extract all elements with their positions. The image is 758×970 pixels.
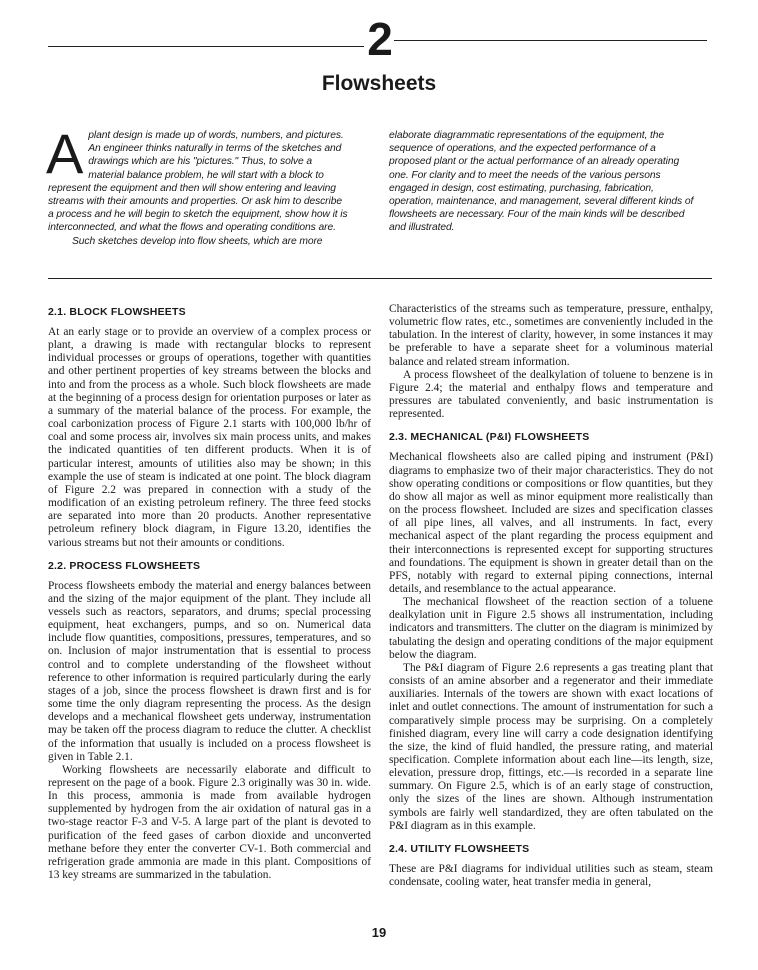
process-flowsheets-paragraph-3: Characteristics of the streams such as temperature, pressure, enthalpy, volumetric flow rates, etc., sometimes are conveniently included in the tabulation. In the interest of clarity, however, in some instances it may be preferable to have a separate sheet for a voluminous material balance and related stream information.: [389, 303, 713, 368]
section-heading-block-flowsheets: 2.1. BLOCK FLOWSHEETS: [48, 306, 186, 318]
section-heading-utility-flowsheets: 2.4. UTILITY FLOWSHEETS: [389, 842, 530, 855]
section-divider-rule: [48, 278, 712, 279]
chapter-title: Flowsheets: [321, 72, 437, 95]
intro-paragraph-1: plant design is made up of words, numbers, and pictures. An engineer thinks naturally in terms of the sketches and drawings which are his "pictures." Thus, to solve a material balance problem, he will start with a block to represent the equipment and then will show entering and leaving streams with their amounts and properties. Or ask him to describe a process and he will begin to sketch the equipment, show how it is interconnected, and what the flows and operating conditions are.: [48, 130, 348, 234]
drop-cap: A: [46, 122, 84, 185]
process-flowsheets-paragraph-4: A process flowsheet of the dealkylation of toluene to benzene is in Figure 2.4; the material and enthalpy flows and temperature and pressures are tabulated conveniently, and basic instrumentation is represented.: [389, 368, 713, 421]
utility-flowsheets-paragraph: These are P&I diagrams for individual utilities such as steam, steam condensate, cooling water, heat transfer media in general,: [389, 862, 713, 889]
intro-paragraph-3: elaborate diagrammatic representations of the equipment, the sequence of operations, and the expected performance of a proposed plant or the actual performance of an already operating one. For clarity and to meet the needs of the various persons engaged in design, cost estimating, purchasing, fabrication, operation, maintenance, and management, several different kinds of flowsheets are necessary. Four of the main kinds will be described and illustrated.: [389, 130, 694, 234]
page-number: 19: [371, 925, 387, 940]
intro-right-column: [389, 129, 695, 235]
block-flowsheets-paragraph: At an early stage or to provide an overview of a complex process or plant, a drawing is made with rectangular blocks to represent individual processes or groups of operations, together with quantities and other pertinent properties of key streams between the blocks and into and from the process as a whole. Such block flowsheets are made at the beginning of a process design for orientation purposes or later as a summary of the material balance of the process. For example, the coal carbonization process of Figure 2.1 starts with 100,000 lb/hr of coal and some process air, involves six main process units, and makes the indicated quantities of ten different products. When it is of particular interest, amounts of utilities also may be shown; in this example the use of steam is indicated at one point. The block diagram of Figure 2.2 was prepared in connection with a study of the modification of an existing petroleum refinery. The three feed stocks are separated into more than 20 products. Another representative petroleum refinery block diagram, in Figure 13.20, identifies the various streams but not their amounts or conditions.: [48, 326, 371, 549]
chapter-number: 2: [367, 13, 393, 65]
section-heading-mechanical-flowsheets: 2.3. MECHANICAL (P&I) FLOWSHEETS: [389, 431, 590, 444]
header-rule-left: [48, 46, 364, 47]
body-right-column: [389, 303, 713, 889]
header-rule-right: [394, 40, 707, 41]
body-left-column: [48, 306, 371, 882]
mechanical-flowsheets-paragraph-1: Mechanical flowsheets also are called piping and instrument (P&I) diagrams to emphasize two of their major characteristics. They do not show operating conditions or compositions or flow quantities, but they do show all major as well as minor equipment more realistically than on the process flowsheet. Included are sizes and specification classes of all pipe lines, all valves, and all instruments. In fact, every mechanical aspect of the plant regarding the process equipment and their interconnections is represented except for supporting structures and foundations. The equipment is shown in greater detail than on the PFS, notably with regard to external piping connections, internal details, and resemblance to the actual appearance.: [389, 451, 713, 595]
intro-left-column: [46, 122, 348, 248]
mechanical-flowsheets-paragraph-3: The P&I diagram of Figure 2.6 represents a gas treating plant that consists of an amine absorber and a regenerator and their immediate auxiliaries. Internals of the towers are shown with exact locations of inlet and outlet connections. The amount of instrumentation for such a comparatively simple process may be surprising. On a completely finished diagram, every line will carry a code designation identifying the size, the kind of fluid handled, the pressure rating, and material specification. Complete information about each line—its length, size, elevation, pressure drop, fittings, etc.—is recorded in a separate line summary. On Figure 2.5, which is of an early stage of construction, only the sizes of the lines are shown. Although instrumentation symbols are fairly well standardized, they are often tabulated on the P&I diagram as in this example.: [389, 661, 713, 832]
mechanical-flowsheets-paragraph-2: The mechanical flowsheet of the reaction section of a toluene dealkylation unit in Figure 2.5 shows all instrumentation, including indicators and transmitters. The clutter on the diagram is minimized by tabulating the design and operating conditions of the major equipment below the diagram.: [389, 596, 713, 661]
process-flowsheets-paragraph-2: Working flowsheets are necessarily elaborate and difficult to represent on the page of a book. Figure 2.3 originally was 30 in. wide. In this process, ammonia is made from available hydrogen supplemented by hydrogen from the air oxidation of natural gas in a two-stage reactor F-3 and V-5. A large part of the plant is devoted to purification of the feed gases of carbon dioxide and unconverted methane before they enter the converter CV-1. Both commercial and refrigeration grade ammonia are made in this plant. Compositions of 13 key streams are summarized in the tabulation.: [48, 763, 371, 882]
intro-paragraph-2: Such sketches develop into flow sheets, which are more: [72, 235, 323, 247]
section-heading-process-flowsheets: 2.2. PROCESS FLOWSHEETS: [48, 559, 201, 572]
process-flowsheets-paragraph-1: Process flowsheets embody the material and energy balances between and the sizing of the major equipment of the plant. They include all vessels such as reactors, separators, and drums; special processing equipment, heat exchangers, pumps, and so on. Numerical data include flow quantities, compositions, pressures, temperatures, and so on. Inclusion of major instrumentation that is essential to process control and to complete understanding of the flowsheet without reference to other information is required particularly during the early stages of a job, since the process flowsheet is drawn first and is for some time the only diagram representing the process. As the design develops and a mechanical flowsheet gets underway, instrumentation may be taken off the process diagram to reduce the clutter. A checklist of the information that usually is included on a process flowsheet is given in Table 2.1.: [48, 579, 371, 763]
